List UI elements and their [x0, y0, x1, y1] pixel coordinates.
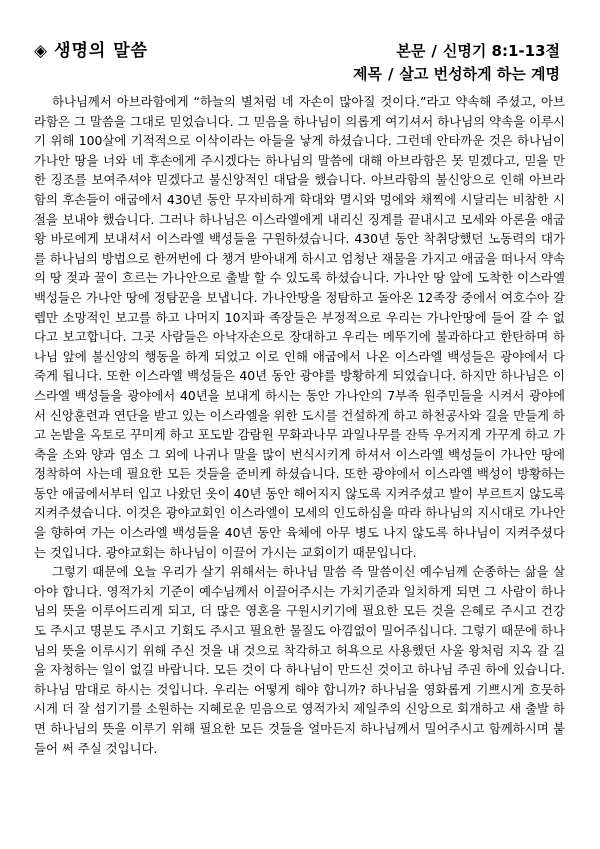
title-label: 제목 — [352, 65, 382, 83]
body-paragraph: 그렇기 때문에 오늘 우리가 살기 위해서는 하나님 말씀 즉 말씀이신 예수님께 순종하는 삶을 살아야 합니다. 영적가치 기준이 예수님께서 이끌어주시는 가치기준과 일치하게 되면 그 사람이 하나님의 뜻을 이루어드리게 되고, 더 많은 영혼을 구원시키기에 필요한 모든 것을 은혜로 주시고 건강도 주시고 명분도 주시고 기회도 주시고 필요한 물질도 아낌없이 밀어주십니다. 그렇기 때문에 하나님의 뜻을 이루시기 위해 주신 것을 내 것으로 착각하고 허욕으로 사용했던 사울 왕처럼 지옥 갈 길을 자청하는 일이 없길 바랍니다. 모든 것이 다 하나님이 만드신 것이고 하나님 주권 하에 있습니다. 하나님 맘대로 하시는 것입니다. 우리는 어떻게 해야 합니까? 하나님을 영화롭게 기쁘시게 흐뭇하시게 더 잘 섬기기를 소원하는 지혜로운 믿음으로 영적가치 제일주의 신앙으로 회개하고 새 출발 하면 하나님의 뜻을 이루기 위해 필요한 모든 것들을 얼마든지 하나님께서 밀어주시고 함께하시며 붙들어 써 주실 것입니다. — [34, 564, 565, 756]
scripture-reference — [396, 40, 560, 61]
diamond-bullet-icon: ◈ — [34, 41, 49, 61]
sermon-body — [34, 92, 565, 758]
title-text: 살고 번성하게 하는 계명 — [399, 65, 560, 83]
scripture-ref: 신명기 8:1-13절 — [442, 42, 560, 60]
section-title-text: 생명의 말씀 — [54, 41, 149, 61]
section-title — [34, 36, 148, 61]
scripture-separator: / — [431, 42, 437, 60]
title-separator: / — [387, 65, 394, 83]
scripture-label: 본문 — [396, 42, 426, 60]
body-paragraph: 하나님께서 아브라함에게 “하늘의 별처럼 네 자손이 많아질 것이다.”라고 약속해 주셨고, 아브라함은 그 말씀을 그대로 믿었습니다. 그 믿음을 하나님이 의롭게 여기셔서 하나님의 약속을 이루시기 위해 100살에 기적적으로 이삭이라는 아들을 낳게 하셨습니다. 그런데 안타까운 것은 하나님이 가나안 땅을 너와 네 후손에게 주시겠다는 하나님의 말씀에 대해 아브라함은 못 믿겠다고, 믿을 만한 징조를 보여주셔야 믿겠다고 불신앙적인 대답을 했습니다. 아브라함의 불신앙으로 인해 아브라함의 후손들이 애굽에서 430년 동안 무자비하게 학대와 멸시와 멍에와 채찍에 시달리는 비참한 시절을 보내야 했습니다. 그러나 하나님은 이스라엘에게 내리신 징계를 끝내시고 모세와 아론을 애굽왕 바로에게 보내셔서 이스라엘 백성들을 구원하셨습니다. 430년 동안 착취당했던 노동력의 대가를 하나님의 방법으로 한꺼번에 다 챙겨 받아내게 하시고 엄청난 재물을 가지고 애굽을 떠나서 약속의 땅 젖과 꿀이 흐르는 가나안으로 출발 할 수 있도록 하셨습니다. 가나안 땅 앞에 도착한 이스라엘 백성들은 가나안 땅에 정탐꾼을 보냅니다. 가나안땅을 정탐하고 돌아온 12족장 중에서 여호수아 갈렙만 소망적인 보고를 하고 나머지 10지파 족장들은 부정적으로 우리는 가나안땅에 들어 갈 수 없다고 보고합니다. 그곳 사람들은 아낙자손으로 장대하고 우리는 메뚜기에 불과하다고 한탄하며 하나님 앞에 불신앙의 행동을 하게 되었고 이로 인해 애굽에서 나온 이스라엘 백성들은 광야에서 다 죽게 됩니다. 또한 이스라엘 백성들은 40년 동안 광야를 방황하게 되었습니다. 하지만 하나님은 이스라엘 백성들을 광야에서 40년을 보내게 하시는 동안 가나안의 7부족 원주민들을 시켜서 광야에서 신앙훈련과 연단을 받고 있는 이스라엘을 위한 도시를 건설하게 하고 하천공사와 길을 만들게 하고 논밭을 옥토로 꾸미게 하고 포도밭 감람원 무화과나무 과일나무를 잔뜩 우거지게 가꾸게 하고 가축을 소와 양과 염소 그 외에 나귀나 말을 많이 번식시키게 하셔서 이스라엘 백성들이 가나안 땅에 정착하여 사는데 필요한 모든 것들을 준비케 하셨습니다. 또한 광야에서 이스라엘 백성이 방황하는 동안 애굽에서부터 입고 나왔던 옷이 40년 동안 해어지지 않도록 지켜주셨고 발이 부르트지 않도록 지켜주셨습니다. 이것은 광야교회인 이스라엘이 모세의 인도하심을 따라 하나님의 지시대로 가나안을 향하여 가는 이스라엘 백성들을 40년 동안 육체에 아무 병도 나지 않도록 하나님이 지켜주셨다는 것입니다. 광야교회는 하나님이 이끌어 가시는 교회이기 때문입니다. — [34, 94, 565, 560]
sermon-title — [353, 63, 560, 84]
